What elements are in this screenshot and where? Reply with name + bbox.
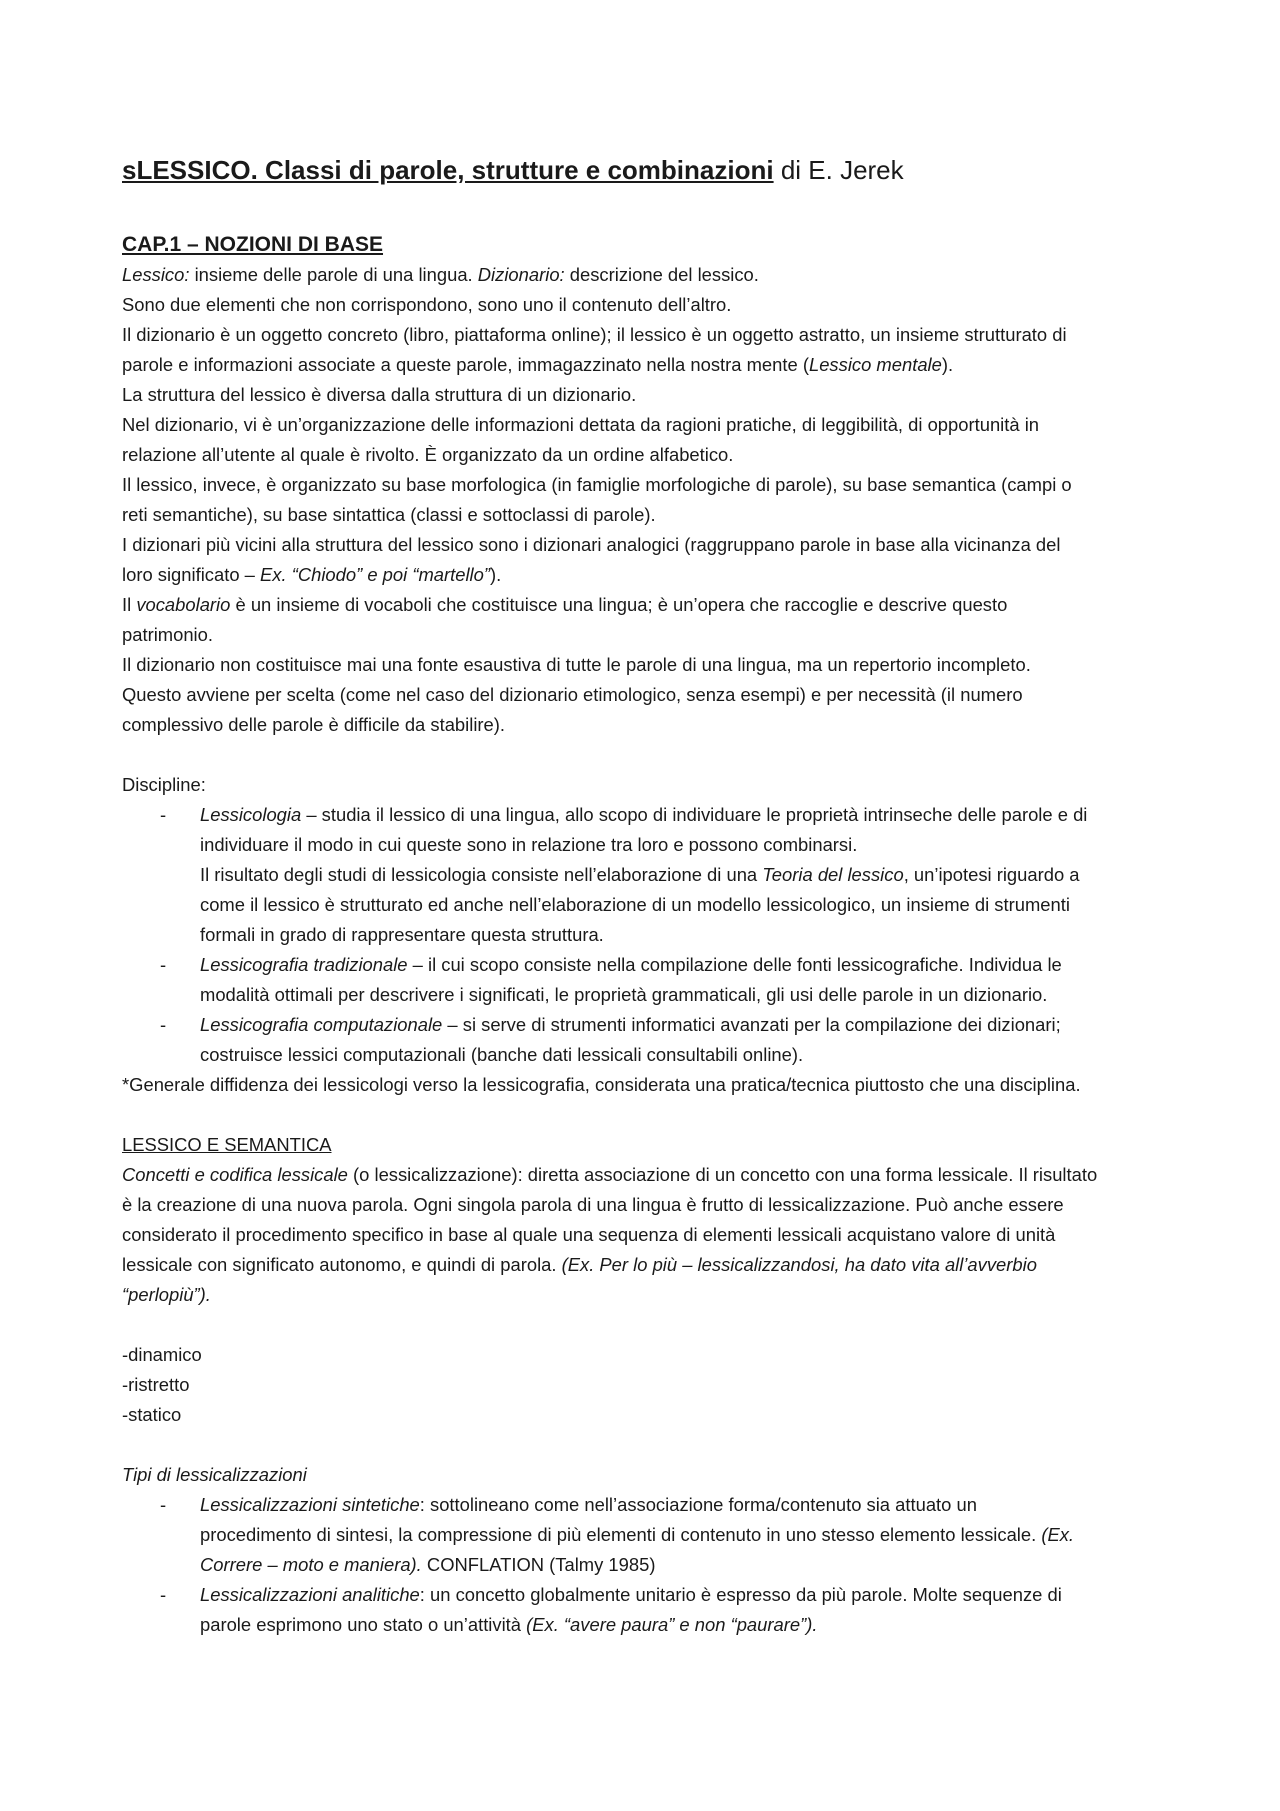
bullet-dash: - bbox=[160, 954, 167, 975]
list-item: -statico bbox=[122, 1404, 182, 1425]
bullet-dash: - bbox=[160, 1014, 167, 1035]
paragraph: considerato il procedimento specifico in base al quale una sequenza di elementi lessicali acquistano valore di unità bbox=[122, 1224, 1056, 1245]
list-item: -ristretto bbox=[122, 1374, 190, 1395]
paragraph: lessicale con significato autonomo, e quindi di parola. (Ex. Per lo più – lessicalizzandosi, ha dato vita all’avverbio bbox=[122, 1254, 1037, 1275]
paragraph: Il dizionario è un oggetto concreto (libro, piattaforma online); il lessico è un oggetto astratto, un insieme strutturato di bbox=[122, 324, 1067, 345]
bullet-dash: - bbox=[160, 1584, 167, 1605]
list-item-lessicologia: - Lessicologia – studia il lessico di una lingua, allo scopo di individuare le proprietà intrinseche delle parole e di individuare il modo in cui queste sono in relazione tra loro e possono combinarsi. Il risultato degli studi di lessicologia consiste nell’elaborazione di una Teoria del lessico, un’ipotesi riguardo a come il lessico è strutturato ed anche nell’elaborazione di un modello lessicologico, un insieme di strumenti formali in grado di rappresentare questa struttura. bbox=[122, 800, 1172, 950]
paragraph: è la creazione di una nuova parola. Ogni singola parola di una lingua è frutto di lessicalizzazione. Può anche essere bbox=[122, 1194, 1064, 1215]
paragraph: parole e informazioni associate a queste parole, immagazzinato nella nostra mente (Lessico mentale). bbox=[122, 354, 954, 375]
section-heading-italic: Tipi di lessicalizzazioni bbox=[122, 1464, 307, 1485]
list-item-sintetiche: - Lessicalizzazioni sintetiche: sottolineano come nell’associazione forma/contenuto sia attuato un procedimento di sintesi, la compressione di più elementi di contenuto in uno stesso elemento lessicale. (Ex. Correre – moto e maniera). CONFLATION (Talmy 1985) bbox=[122, 1490, 1172, 1580]
list-item-lessicografia-tradizionale: - Lessicografia tradizionale – il cui scopo consiste nella compilazione delle fonti lessicografiche. Individua le modalità ottimali per descrivere i significati, le proprietà grammaticali, gli usi delle parole in un dizionario. bbox=[122, 950, 1172, 1010]
paragraph: La struttura del lessico è diversa dalla struttura di un dizionario. bbox=[122, 384, 637, 405]
note: *Generale diffidenza dei lessicologi verso la lessicografia, considerata una pratica/tecnica piuttosto che una disciplina. bbox=[122, 1074, 1081, 1095]
paragraph: reti semantiche), su base sintattica (classi e sottoclassi di parole). bbox=[122, 504, 656, 525]
paragraph: I dizionari più vicini alla struttura del lessico sono i dizionari analogici (raggruppano parole in base alla vicinanza del bbox=[122, 534, 1061, 555]
list-item-analitiche: - Lessicalizzazioni analitiche: un concetto globalmente unitario è espresso da più parole. Molte sequenze di parole esprimono uno stato o un’attività (Ex. “avere paura” e non “paurare”). bbox=[122, 1580, 1172, 1640]
paragraph: loro significato – Ex. “Chiodo” e poi “martello”). bbox=[122, 564, 502, 585]
bullet-dash: - bbox=[160, 1494, 167, 1515]
paragraph: “perlopiù”). bbox=[122, 1284, 211, 1305]
section-heading: LESSICO E SEMANTICA bbox=[122, 1134, 332, 1155]
bullet-dash: - bbox=[160, 804, 167, 825]
paragraph: complessivo delle parole è difficile da stabilire). bbox=[122, 714, 505, 735]
document-body bbox=[122, 150, 1172, 1640]
paragraph: Sono due elementi che non corrispondono, sono uno il contenuto dell’altro. bbox=[122, 294, 732, 315]
paragraph: Il lessico, invece, è organizzato su base morfologica (in famiglie morfologiche di parole), su base semantica (campi o bbox=[122, 474, 1072, 495]
paragraph: Lessico: insieme delle parole di una lingua. Dizionario: descrizione del lessico. bbox=[122, 264, 759, 285]
discipline-label: Discipline: bbox=[122, 774, 206, 795]
paragraph: relazione all’utente al quale è rivolto. È organizzato da un ordine alfabetico. bbox=[122, 444, 734, 465]
paragraph: Il vocabolario è un insieme di vocaboli che costituisce una lingua; è un’opera che raccoglie e descrive questo bbox=[122, 594, 1008, 615]
list-item-lessicografia-computazionale: - Lessicografia computazionale – si serve di strumenti informatici avanzati per la compilazione dei dizionari; costruisce lessici computazionali (banche dati lessicali consultabili online). bbox=[122, 1010, 1172, 1070]
paragraph: Concetti e codifica lessicale (o lessicalizzazione): diretta associazione di un concetto con una forma lessicale. Il risultato bbox=[122, 1164, 1098, 1185]
document-title: sLESSICO. Classi di parole, strutture e combinazioni di E. Jerek bbox=[122, 155, 904, 185]
paragraph: Nel dizionario, vi è un’organizzazione delle informazioni dettata da ragioni pratiche, di leggibilità, di opportunità in bbox=[122, 414, 1040, 435]
chapter-heading: CAP.1 – NOZIONI DI BASE bbox=[122, 233, 384, 256]
paragraph: patrimonio. bbox=[122, 624, 213, 645]
list-item: -dinamico bbox=[122, 1344, 202, 1365]
paragraph: Il dizionario non costituisce mai una fonte esaustiva di tutte le parole di una lingua, ma un repertorio incompleto. bbox=[122, 654, 1031, 675]
paragraph: Questo avviene per scelta (come nel caso del dizionario etimologico, senza esempi) e per necessità (il numero bbox=[122, 684, 1023, 705]
